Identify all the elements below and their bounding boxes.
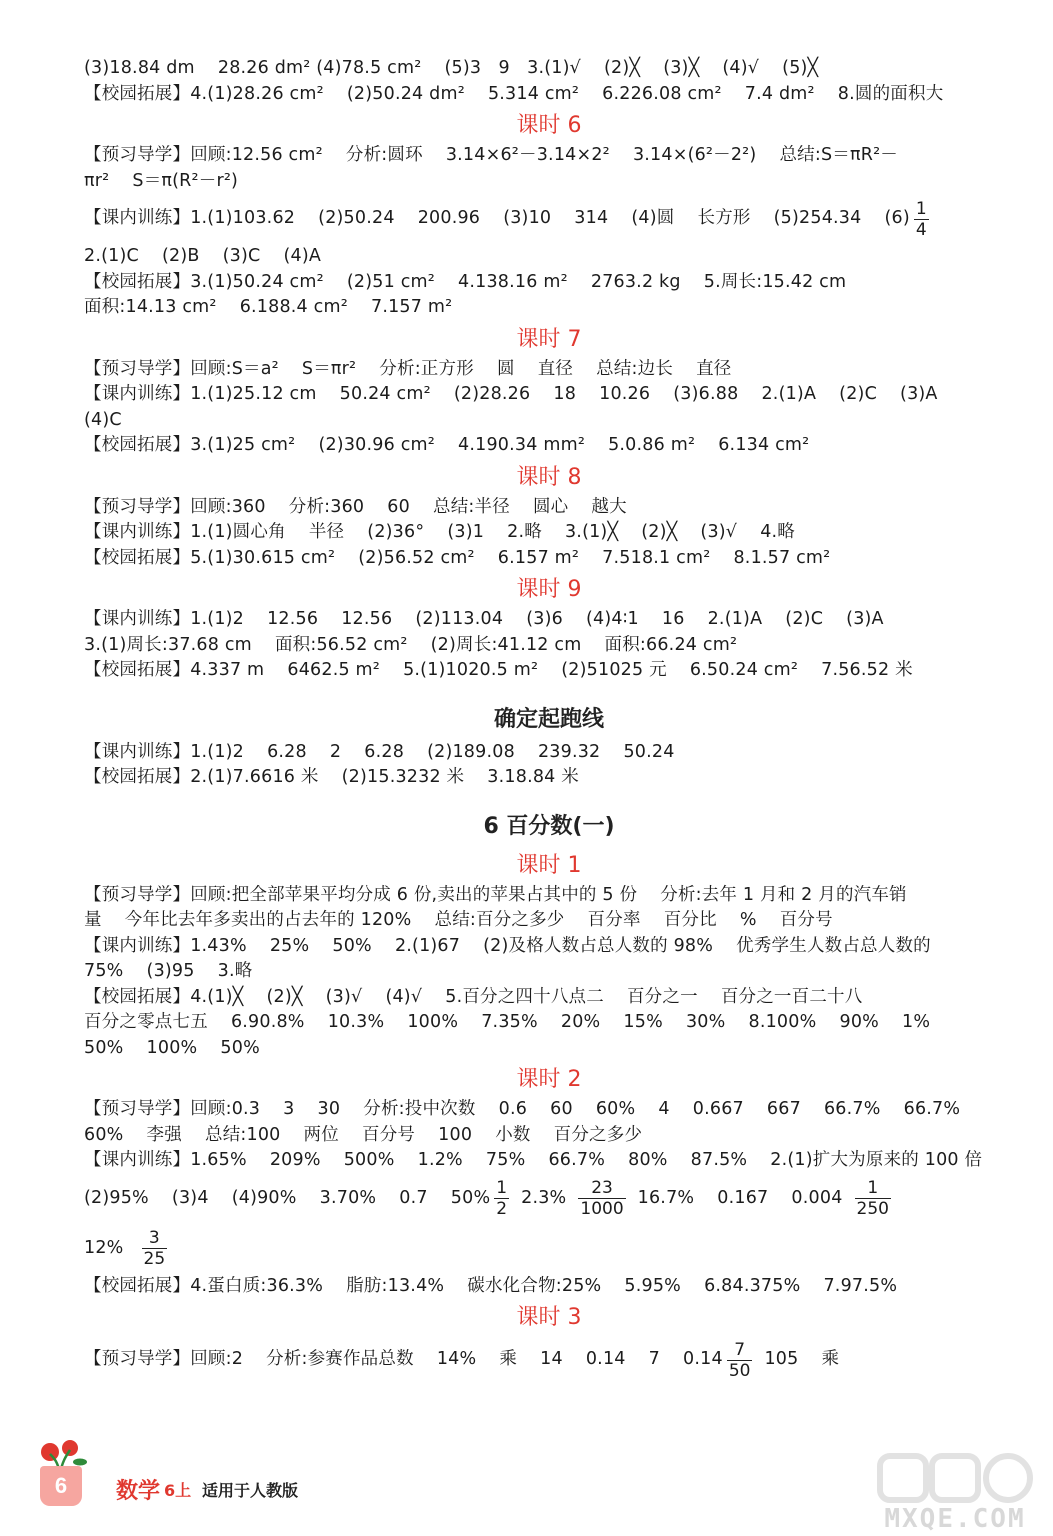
lesson-heading: 课时 8	[516, 464, 582, 490]
answer-line: 75% (3)95 3.略	[84, 961, 253, 981]
answer-line: 【预习导学】回顾:把全部苹果平均分成 6 份,卖出的苹果占其中的 5 份 分析:去年 1 月和 2 月的汽车销	[84, 884, 907, 905]
answer-line: 量 今年比去年多卖出的占去年的 120% 总结:百分之多少 百分率 百分比 % 百分号	[84, 910, 833, 930]
lesson-heading: 课时 3	[516, 1305, 582, 1330]
answer-line: (2)95% (3)4 (4)90% 3.70% 0.7 50% $\frac{1}{2}$ 2.3% $\frac{23}{1000}$ 16.7% 0.167 0.004 $\frac{1}{250}$	[84, 1178, 889, 1219]
answer-line: 【预习导学】回顾:2 分析:参赛作品总数 14% 乘 14 0.14 7 0.14 $\frac{7}{50}$ 105 乘	[84, 1339, 840, 1381]
answer-line: 【预习导学】回顾:0.3 3 30 分析:投中次数 0.6 60 60% 4 0.667 667 66.7% 66.7%	[84, 1099, 961, 1119]
answer-line: 【课内训练】1.(1)2 6.28 2 6.28 (2)189.08 239.32 50.24	[84, 741, 675, 762]
answer-line: 【课内训练】1.43% 25% 50% 2.(1)67 (2)及格人数占总人数的 98% 优秀学生人数占总人数的	[84, 935, 931, 956]
answer-line: 百分之零点七五 6.90.8% 10.3% 100% 7.35% 20% 15% 30% 8.100% 90% 1%	[84, 1012, 931, 1032]
page-footer	[36, 1440, 436, 1510]
answer-line: 【校园拓展】4.(1)28.26 cm² (2)50.24 dm² 5.314 cm² 6.226.08 cm² 7.4 dm² 8.圆的面积大	[84, 83, 944, 104]
answer-line: 【校园拓展】4.(1)╳ (2)╳ (3)√ (4)√ 5.百分之四十八点二 百分之一 百分之一百二十八	[84, 986, 863, 1007]
answer-line	[84, 194, 1014, 244]
answer-line: 3.(1)周长:37.68 cm 面积:56.52 cm² (2)周长:41.12 cm 面积:66.24 cm²	[84, 634, 738, 655]
answer-line: πr² S＝π(R²－r²)	[84, 170, 239, 191]
answer-line: 【课内训练】1.65% 209% 500% 1.2% 75% 66.7% 80% 87.5% 2.(1)扩大为原来的 100 倍	[84, 1150, 983, 1170]
lesson-heading: 课时 2	[516, 1067, 582, 1092]
watermark-text: MXQE.COM	[884, 1504, 1026, 1534]
answer-line: 【校园拓展】5.(1)30.615 cm² (2)56.52 cm² 6.157 m² 7.518.1 cm² 8.1.57 cm²	[84, 547, 831, 568]
fraction: $\frac{1}{2}$	[496, 1178, 508, 1219]
answer-line: 【校园拓展】4.337 m 6462.5 m² 5.(1)1020.5 m² (2)51025 元 6.50.24 cm² 7.56.52 米	[84, 660, 913, 680]
fraction: $\frac{3}{25}$	[143, 1228, 166, 1269]
page-number: 6	[40, 1466, 82, 1506]
lesson-heading: 课时 7	[516, 326, 582, 352]
answer-line: 【课内训练】1.(1)圆心角 半径 (2)36° (3)1 2.略 3.(1)╳ (2)╳ (3)√ 4.略	[84, 522, 796, 542]
answer-line: (3)18.84 dm 28.26 dm² (4)78.5 cm² (5)3 9 3.(1)√ (2)╳ (3)╳ (4)√ (5)╳	[84, 58, 819, 78]
answer-line: 【预习导学】回顾:S＝a² S＝πr² 分析:正方形 圆 直径 总结:边长 直径	[84, 358, 732, 379]
subject-label: 数学	[116, 1479, 161, 1504]
lesson-heading: 课时 6	[516, 113, 582, 138]
fraction: $\frac{23}{1000}$	[580, 1178, 624, 1219]
watermark-icon	[870, 1450, 1040, 1506]
answer-line: 12% $\frac{3}{25}$	[84, 1228, 166, 1269]
answer-line: 【校园拓展】3.(1)25 cm² (2)30.96 cm² 4.190.34 mm² 5.0.86 m² 6.134 cm²	[84, 435, 810, 455]
answer-line: 【预习导学】回顾:12.56 cm² 分析:圆环 3.14×6²－3.14×2² 3.14×(6²－2²) 总结:S＝πR²－	[84, 145, 898, 165]
topic-heading: 确定起跑线	[493, 706, 604, 732]
fraction: $\frac{1}{250}$	[856, 1178, 889, 1219]
answer-line: 【预习导学】回顾:360 分析:360 60 总结:半径 圆心 越大	[84, 496, 627, 517]
answer-line: 【校园拓展】4.蛋白质:36.3% 脂肪:13.4% 碳水化合物:25% 5.95% 6.84.375% 7.97.5%	[84, 1275, 898, 1296]
answer-line: 50% 100% 50%	[84, 1037, 260, 1058]
fraction: $\frac{7}{50}$	[728, 1339, 751, 1381]
answer-text: 【课内训练】1.(1)103.62 (2)50.24 200.96 (3)10 314 (4)圆 长方形 (5)254.34 (6)	[84, 208, 910, 229]
fraction: $\frac{1}{4}$	[915, 198, 927, 240]
answer-line: 【校园拓展】3.(1)50.24 cm² (2)51 cm² 4.138.16 m² 2763.2 kg 5.周长:15.42 cm	[84, 271, 847, 292]
answer-line: 2.(1)C (2)B (3)C (4)A	[84, 246, 322, 266]
answer-line: 【课内训练】1.(1)2 12.56 12.56 (2)113.04 (3)6 (4)4∶1 16 2.(1)A (2)C (3)A	[84, 609, 884, 629]
answer-line: 60% 李强 总结:100 两位 百分号 100 小数 百分之多少	[84, 1124, 643, 1145]
answer-line: 【校园拓展】2.(1)7.6616 米 (2)15.3232 米 3.18.84 米	[84, 767, 579, 787]
answer-line: (4)C	[84, 409, 122, 430]
grade-label: 6上	[164, 1481, 192, 1500]
edition-label: 适用于人教版	[202, 1481, 299, 1500]
answer-content	[84, 56, 1014, 1385]
watermark-logo	[870, 1450, 1040, 1534]
answer-line: 【课内训练】1.(1)25.12 cm 50.24 cm² (2)28.26 18 10.26 (3)6.88 2.(1)A (2)C (3)A	[84, 384, 938, 404]
lesson-heading: 课时 9	[516, 577, 582, 602]
lesson-heading: 课时 1	[516, 852, 582, 878]
chapter-heading: 6 百分数(一)	[483, 813, 615, 839]
answer-line: 面积:14.13 cm² 6.188.4 cm² 7.157 m²	[84, 297, 453, 317]
